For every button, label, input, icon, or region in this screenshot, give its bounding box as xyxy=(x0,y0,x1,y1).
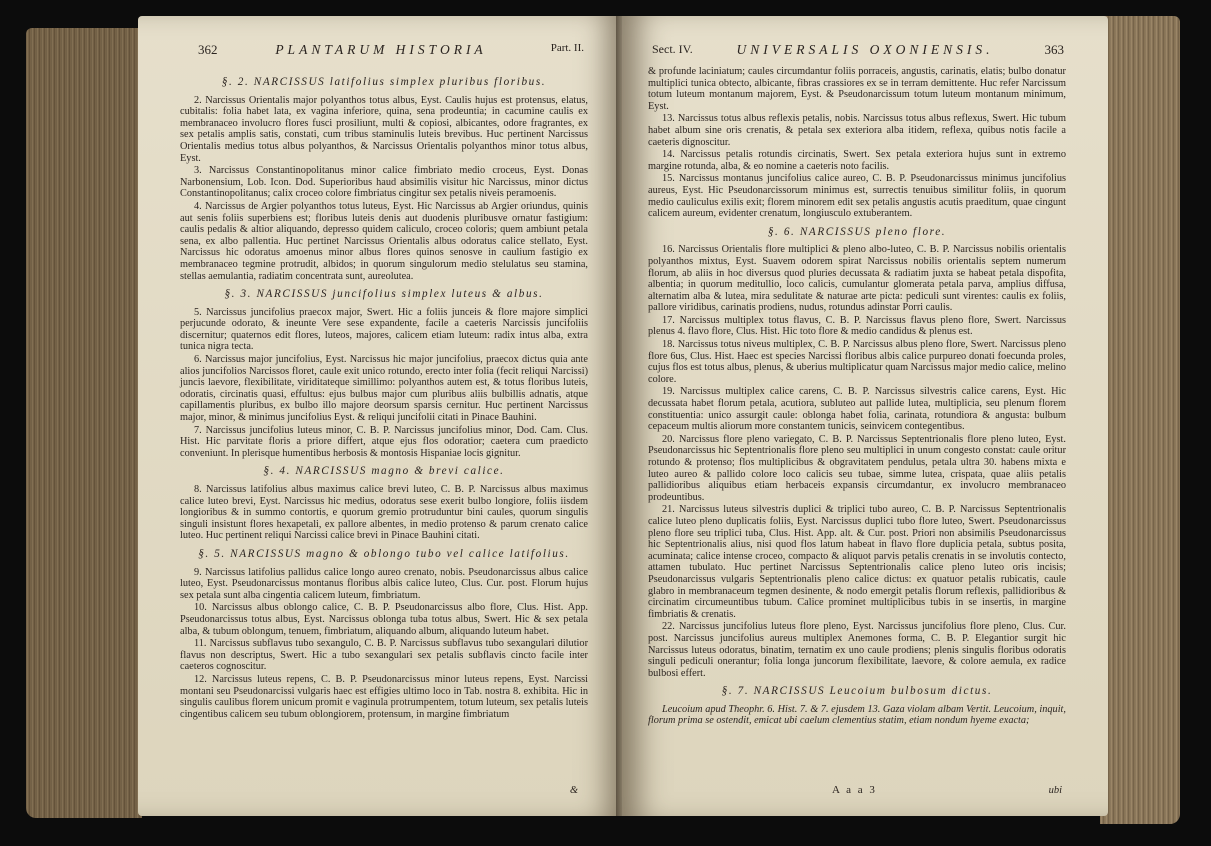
left-part-label: Part. II. xyxy=(550,42,584,54)
paragraph: 19. Narcissus multiplex calice carens, C. B. P. Narcissus silvestris calice carens, Eyst. Hic decussata habet florum petala, acutiora, subluteo aut pallide lutea, multiplicia, seu plenum florem constituentia: unico assurgit caule: oblonga habet folia, carinata, rotundiora & angusta: bulbum cepaceum multis aliorum more constantem tunicis, seinvicem contegentibus. xyxy=(648,386,1066,433)
right-catchword: ubi xyxy=(1048,785,1062,796)
paragraph: 15. Narcissus montanus juncifolius calice aureo, C. B. P. Pseudonarcissus minimus juncifolius aureus, Eyst. Hic Pseudonarcissorum minimus est, surrectis tenuibus similitur foliis, in quorum medio cauliculus exilis exit; florem minorem edit sex petalis angustis acutis praeditum, quae cingunt calicem aureum, evidenter crenatum, longiusculo extuberantem. xyxy=(648,173,1066,220)
paragraph: & profunde laciniatum; caules circumdantur foliis porraceis, angustis, carinatis, elatis; bulbo donatur multiplici tunica obtecto, albicante, fibras crassiores ex se in terram demittente. Huc refer Narcissum totum luteum montanum majorem, Eyst. & Pseudonarcissum totum luteum montanum minimum, Eyst. xyxy=(648,66,1066,112)
section-heading: §. 2. NARCISSUS latifolius simplex pluribus floribus. xyxy=(221,76,547,88)
paragraph: 6. Narcissus major juncifolius, Eyst. Narcissus hic major juncifolius, praecox dictus quia ante alios juncifolios Narcissos floret, caule exit unico rotundo, erecto inter folia (fecit reliqui Narcissi) juncis laevore, flexibilitate, viriditateque simillimo: polyanthos autem est, & totus floribus luteis, odoratis, circinatis quasi, effultus: ejus bulbus major cum pluribus aliis bulbillis adnatis, atque capillamentis pluribus, ex bulbo illo majore deorsum sparsis cernitur. Huc pertinent Narcissus major, minor, & minimus juncifolius Eyst. & reliqui juncifolii citati in Pinace Bauhini. xyxy=(180,354,588,424)
section-heading: §. 3. NARCISSUS juncifolius simplex luteus & albus. xyxy=(224,288,544,301)
paragraph: Leucoium apud Theophr. 6. Hist. 7. & 7. ejusdem 13. Gaza violam albam Vertit. Leucoium, inquit, florum prima se ostendit, emicat ubi caelum clementius statim, etiam nondum hyeme exacta; xyxy=(648,703,1066,727)
right-page-content xyxy=(648,66,1066,727)
paragraph: 10. Narcissus albus oblongo calice, C. B. P. Pseudonarcissus albo flore, Clus. Hist. App. Pseudonarcissus totus albus, Eyst. Narcissus oblonga tuba totus albus, Swert. Hic & sex petala alba, & tubum oblongum, tenuem, fimbriatum, aliquando album, aliquando luteum habet. xyxy=(180,602,588,637)
left-page-content xyxy=(180,70,588,720)
paragraph: 9. Narcissus latifolius pallidus calice longo aureo crenato, nobis. Pseudonarcissus albus calice luteo, Eyst. Pseudonarcissus montanus floribus albis calice luteo, Clus. Cur. post. Florum hujus sex petala sunt alba cingentia calicem luteum, fimbriatum. xyxy=(180,566,588,601)
paragraph: 11. Narcissus subflavus tubo sexangulo, C. B. P. Narcissus subflavus tubo sexangulari dilutior flavus non descriptus, Swert. Hic a tubo sexangulari sex petalis subflavis cincto facile inter caeteros cognoscitur. xyxy=(180,638,588,673)
paragraph: 12. Narcissus luteus repens, C. B. P. Pseudonarcissus minor luteus repens, Eyst. Narcissi montani seu Pseudonarcissi vulgaris haec est effigies ultimo loco in Tab. nostra 8. exhibita. Hic in singulis caulibus florem unicum promit e vaginula protrumpentem, totum luteum, sex petalis luteis cingentibus calicem seu tubum oblongiorem, protensum, in margine fimbriatum xyxy=(180,673,588,720)
page-edges-right xyxy=(1100,16,1180,824)
section-heading: §. 7. NARCISSUS Leucoium bulbosum dictus. xyxy=(721,685,993,698)
right-running-head xyxy=(622,42,1108,60)
page-edges-left xyxy=(26,28,142,818)
paragraph: 3. Narcissus Constantinopolitanus minor calice fimbriato medio croceus, Eyst. Donas Narbonensium, Lob. Icon. Dod. Superioribus haud absimilis visitur hic Narcissus, minor dictus Constantinopolitanus; calix croceo colore fimbriatus cingitur sex petalis niveis peramoenis. xyxy=(180,165,588,200)
paragraph: 4. Narcissus de Argier polyanthos totus luteus, Eyst. Hic Narcissus ab Argier oriundus, quinis aut senis foliis superbiens est; floribus luteis denis aut duodenis pluribusve ornatur fastigium: caulis pedalis & altior aliquando, depresso quidem caliculo, croceo coloris; quem ambiunt petala sena, ex albo pallentia. Huc pertinet Narcissus Orientalis albus odoratus calice stellato, Eyst. Narcissus hic odoratus amoenus minor albus flores quinos senosve in caulium fastigio ex membranaceo tegmine protrudit, albidos; in quorum singulorum medio stelulatus seu stamina, stellas aemulantia, radiatim concentrata sunt, aureolutea. xyxy=(180,200,588,282)
paragraph: 20. Narcissus flore pleno variegato, C. B. P. Narcissus Septentrionalis flore pleno luteo, Eyst. Pseudonarcissus hic Septentrionalis flore pleno seu multiplici in unum congesto constat: caule oritur rotundo & protenso; flos multiplicibus & obgravitatem pendulus, petala ultra 30. habens mixta e luteo aureo & pallido colore loco calicis seu tubae, simme lutea, crispata, quae aliis petalis pallidioribus aliquibus etiam herbaceis expansis circumdantur, ex involucro membranaceo prodeuntibus. xyxy=(648,433,1066,503)
paragraph: 21. Narcissus luteus silvestris duplici & triplici tubo aureo, C. B. P. Narcissus Septentrionalis calice luteo pleno duplicatis foliis, Eyst. Narcissus duplici tubo flore luteo, Swert. Pseudonarcissus pleno flore seu triplici tuba, Clus. Hist. App. alt. & Cur. post. Priori non absimilis Pseudonarcissus hic Septentrionalis alius, nisi quod flos latum habeat in flavo flore duplicia petala, subtus posita, acuminata; calice intense croceo, compacto & aliquot parvis petalis crenatis in se involutis contecto, attamen tubulato. Huc pertinet Narcissus Septentrionalis calice pleno luteo oris incisis; Pseudonarcissus vulgaris Septentrionalis pleno calice dictus: ex quatuor petalis rubicatis, caule glabro in membranaceum tegmen desinente, & nodo emergit petalis florum reflexis, pallidioribus & circinatim circumeuntibus tubum. Calice prominet multiplicibus tubis in se insertis, in margine fimbriatis & crenatis. xyxy=(648,504,1066,620)
paragraph: 7. Narcissus juncifolius luteus minor, C. B. P. Narcissus juncifolius minor, Dod. Cam. Clus. Hist. Hic parvitate floris a priore differt, atque ejus flos odoratior; caetera cum praedicto conveniunt. In plerisque humentibus herbosis & montosis Hispaniae locis gignitur. xyxy=(180,424,588,459)
right-page-number: 363 xyxy=(1044,42,1064,57)
paragraph: 16. Narcissus Orientalis flore multiplici & pleno albo-luteo, C. B. P. Narcissus nobilis orientalis polyanthos mixtus, Eyst. Suavem odorem spirat Narcissus nobilis orientalis septem numerum florum, ab aliis in hoc diversus quod pluries decussata & radiatim juxta se habeat petala dispofita, albentia; in quorum meditullio, loco calicis, cumulantur glomerata petala parva, amplius diffusa, alternatim alba & lutea, mira sedulitate & naturae arte picta: pediculi sunt virentes: caulis ex foliis, pallore viridibus, carinatis prodiens, nudus, rotundus adinstar Porri caulis. xyxy=(648,244,1066,314)
right-page xyxy=(622,16,1108,816)
section-heading: §. 4. NARCISSUS magno & brevi calice. xyxy=(263,465,505,478)
paragraph: 18. Narcissus totus niveus multiplex, C. B. P. Narcissus albus pleno flore, Swert. Narcissus pleno flore 6us, Clus. Hist. Haec est species Narcissi floribus albis calice purpureo donati foecunda proles, cujus flos est totus albus, plenus, & uberius multiplicatur quam Narcissus major medio calice, melino colore. xyxy=(648,339,1066,385)
left-catchword: & xyxy=(569,785,578,796)
right-running-title: UNIVERSALIS OXONIENSIS. xyxy=(736,42,994,57)
paragraph: 22. Narcissus juncifolius luteus flore pleno, Eyst. Narcissus juncifolius flore pleno, Clus. Cur. post. Narcissus juncifolius aureus multiplex Anemones forma, C. B. P. Elegantior surgit hic Narcissus luteus odoratus, binatim, ternatim ex uno caule prodiens; plenis singulis floribus odoratis singuli pediculi onerantur; folia longa juncorum flexibilitate, laevore, & colore aemula, ex radice bulbosi effert. xyxy=(648,621,1066,679)
section-heading: §. 6. NARCISSUS pleno flore. xyxy=(767,225,947,238)
paragraph: 2. Narcissus Orientalis major polyanthos totus albus, Eyst. Caulis hujus est protensus, elatus, cubitalis: folia habet lata, ex vagina inferiore, quina, sena prodeuntia; in cacumine caulis ex membranaceo involucro flores fusci prosiliunt, multi & copiosi, albicantes, odore fragrantes, ex sex petalis amplis satis, constati, cum tribus staminulis luteis brevibus. Huc pertinent Narcissus Orientalis medius totus albus polyanthos, & Narcissus Orientalis polyanthos minor totus albus, Eyst. xyxy=(180,94,588,164)
paragraph: 8. Narcissus latifolius albus maximus calice brevi luteo, C. B. P. Narcissus albus maximus calice luteo brevi, Eyst. Narcissus hic medius, odoratus sese exerit bulbo longiore, foliis iisdem longioribus & in summo contortis, e quorum gremio protruduntur bini caules, quorum singulis singuli insistunt flores hexapetali, ex pallore albentes, in medio protenso & parum crenato calice luteo. Huc pertinent reliqui Narcissi calice brevi in Pinace Bauhini citati. xyxy=(180,484,588,542)
section-heading: §. 5. NARCISSUS magno & oblongo tubo vel calice latifolius. xyxy=(198,547,570,560)
paragraph: 14. Narcissus petalis rotundis circinatis, Swert. Sex petala exteriora hujus sunt in extremo margine rotunda, alba, & eo nomine a caeteris noto facilis. xyxy=(648,149,1066,172)
paragraph: 5. Narcissus juncifolius praecox major, Swert. Hic a foliis junceis & flore majore simplici perjucunde odorato, & ineunte Vere sese expandente, facile a caeteris Narcissis juncifoliis discernitur; quaternos edit flores, luteos, majores, calicem etiam luteum: radix intus alba, extra tunica nigra tecta. xyxy=(180,306,588,353)
left-page-number: 362 xyxy=(198,42,218,57)
left-page xyxy=(138,16,624,816)
right-section-label: Sect. IV. xyxy=(652,42,693,56)
signature-mark: A a a 3 xyxy=(832,784,877,796)
paragraph: 13. Narcissus totus albus reflexis petalis, nobis. Narcissus totus albus reflexus, Swert. Hic tubum habet album sine oris crenatis, & petala sex exteriora alba itidem, reflexa, quibus notis facile a caeteris dignoscitur. xyxy=(648,113,1066,148)
left-running-head xyxy=(138,42,624,60)
left-running-title: PLANTARUM HISTORIA xyxy=(275,42,487,57)
paragraph: 17. Narcissus multiplex totus flavus, C. B. P. Narcissus flavus pleno flore, Swert. Narcissus plenus 4. flavo flore, Clus. Hist. Hic toto flore & medio candidus & plenus est. xyxy=(648,314,1066,338)
